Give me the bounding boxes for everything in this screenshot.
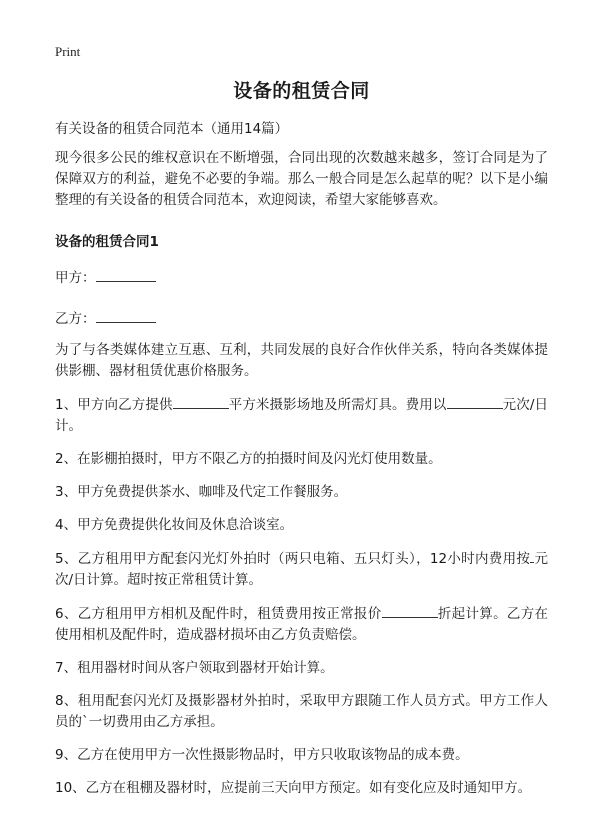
clause-1-part3: 元次/日计。 — [55, 397, 548, 434]
party-b-line — [55, 308, 548, 328]
clause-1 — [55, 394, 548, 437]
document-subtitle: 有关设备的租赁合同范本（通用14篇） — [55, 121, 289, 137]
clause-3: 3、甲方免费提供茶水、咖啡及代定工作餐服务。 — [55, 484, 348, 500]
clause-5 — [55, 548, 548, 591]
party-a-label: 甲方： — [55, 270, 96, 286]
clause-4: 4、甲方免费提供化妆间及休息洽谈室。 — [55, 517, 294, 533]
clause-7: 7、租用器材时间从客户领取到器材开始计算。 — [55, 660, 334, 676]
clause-6-part1: 6、乙方租用甲方相机及配件时，租赁费用按正常报价 — [55, 606, 382, 622]
clause-1-area-blank — [173, 394, 229, 409]
clause-1-part1: 1、甲方向乙方提供 — [55, 397, 173, 413]
print-label[interactable]: Print — [55, 44, 81, 59]
purpose-paragraph: 为了与各类媒体建立互惠、互利，共同发展的良好合作伙伴关系，特向各类媒体提供影棚、器材租赁优惠价格服务。 — [55, 342, 548, 379]
clause-2: 2、在影棚拍摄时，甲方不限乙方的拍摄时间及闪光灯使用数量。 — [55, 451, 442, 467]
party-b-label: 乙方： — [55, 311, 96, 327]
party-a-blank — [96, 267, 156, 282]
party-a-line — [55, 267, 548, 287]
clause-10: 10、乙方在租棚及器材时，应提前三天向甲方预定。如有变化应及时通知甲方。 — [55, 780, 532, 796]
intro-paragraph: 现今很多公民的维权意识在不断增强，合同出现的次数越来越多，签订合同是为了保障双方的利益，避免不必要的争端。那么一般合同是怎么起草的呢？以下是小编整理的有关设备的租赁合同范本，欢迎阅读，希望大家能够喜欢。 — [55, 150, 548, 208]
clause-1-fee-blank — [447, 394, 503, 409]
clause-1-part2: 平方米摄影场地及所需灯具。费用以 — [228, 397, 447, 413]
clause-8: 8、租用配套闪光灯及摄影器材外拍时，采取甲方跟随工作人员方式。甲方工作人员的`一切费用由乙方承担。 — [55, 693, 548, 730]
party-b-blank — [96, 308, 156, 323]
section-title: 设备的租赁合同1 — [55, 234, 159, 250]
clause-5-part2: 元次/日计算。超时按正常租赁计算。 — [55, 551, 548, 588]
clause-5-part1: 5、乙方租用甲方配套闪光灯外拍时（两只电箱、五只灯头），12小时内费用按 — [55, 551, 531, 567]
clause-6-discount-blank — [382, 603, 438, 618]
clause-6-part2: 折起计算。乙方在使用相机及配件时，造成器材损坏由乙方负责赔偿。 — [55, 606, 549, 643]
clause-6 — [55, 603, 548, 646]
clause-9: 9、乙方在使用甲方一次性摄影物品时，甲方只收取该物品的成本费。 — [55, 747, 469, 763]
document-title: 设备的租赁合同 — [233, 80, 370, 102]
